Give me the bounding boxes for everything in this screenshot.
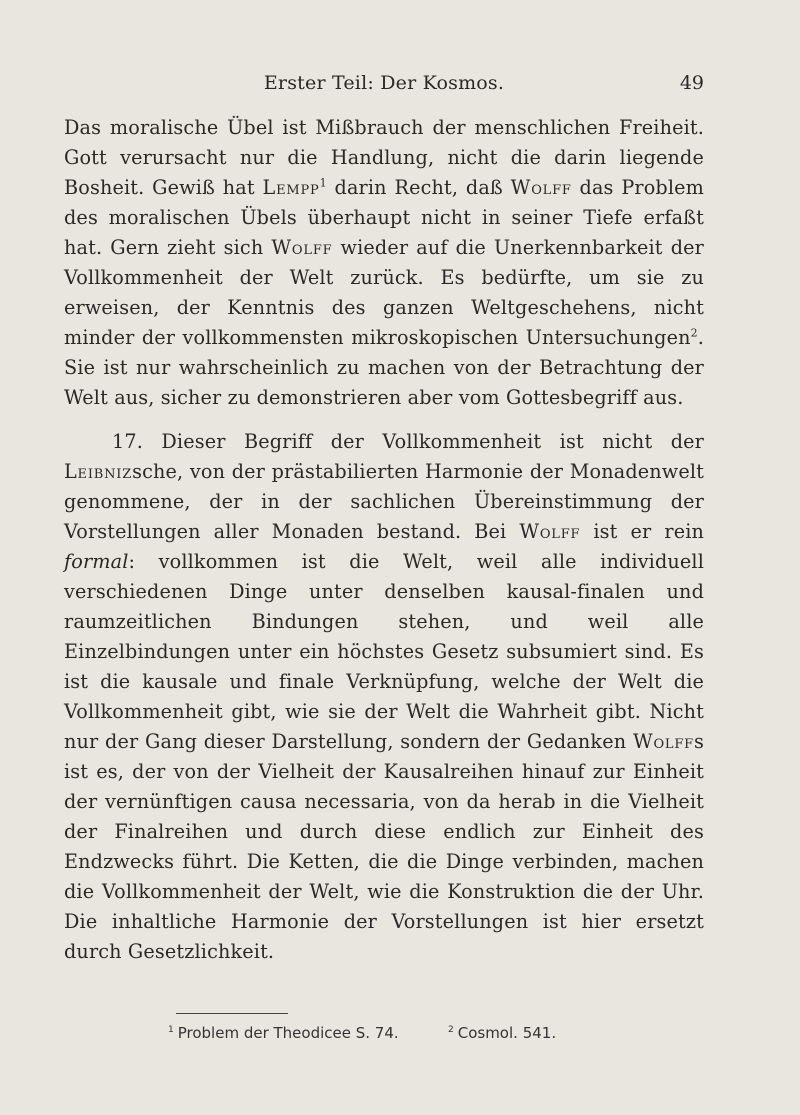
body-text — [64, 113, 704, 967]
emphasized-text: formal — [64, 550, 129, 573]
footnote — [448, 1024, 556, 1042]
text-run: sche, von der prästabilierten Harmonie der Monadenwelt genommene, der in der sachlichen Übereinstimmung der Vorstellungen aller Monaden bestand. Bei — [64, 460, 704, 543]
author-name: Leibniz — [64, 460, 133, 483]
text-run: ist er rein — [580, 520, 704, 543]
author-name: Wolff — [632, 730, 694, 753]
footnote-mark: 2 — [448, 1025, 454, 1035]
author-name: Wolff — [510, 176, 572, 199]
footnote-text: Problem der Theodicee S. 74. — [177, 1024, 399, 1042]
text-run: . Sie ist nur wahrscheinlich zu machen von der Betrachtung der Welt aus, sicher zu demonstrieren aber vom Gottesbegriff aus. — [64, 326, 704, 409]
text-run: wieder auf die Unerkennbarkeit der Vollkommenheit der Welt zurück. Es bedürfte, um sie zu erweisen, der Kenntnis des ganzen Weltgeschehens, nicht minder der vollkommensten mikroskopischen Untersuchungen — [64, 236, 704, 349]
paragraph — [64, 427, 704, 967]
footnote-text: Cosmol. 541. — [457, 1024, 557, 1042]
footnote-reference: 1 — [319, 176, 327, 190]
text-run: darin Recht, daß — [326, 176, 511, 199]
text-run: Das moralische Übel ist Mißbrauch der menschlichen Freiheit. Gott verursacht nur die Handlung, nicht die darin liegende Bosheit. Gewiß hat — [64, 116, 704, 199]
footnote-mark: 1 — [168, 1025, 174, 1035]
author-name: Wolff — [271, 236, 333, 259]
author-name: Wolff — [519, 520, 581, 543]
running-head — [64, 72, 704, 102]
text-run: das Problem des moralischen Übels überhaupt nicht in seiner Tiefe erfaßt hat. Gern zieht sich — [64, 176, 705, 259]
paragraph — [64, 113, 704, 413]
text-run: s ist es, der von der Vielheit der Kausalreihen hinauf zur Einheit der vernünftigen causa necessaria, von da herab in die Vielheit der Finalreihen und durch diese endlich zur Einheit des Endzwecks führt. Die Ketten, die die Dinge verbinden, machen die Vollkommenheit der Welt, wie die Konstruktion die der Uhr. Die inhaltliche Harmonie der Vorstellungen ist hier ersetzt durch Gesetzlichkeit. — [64, 730, 704, 963]
text-run: 17. Dieser Begriff der Vollkommenheit ist nicht der — [112, 430, 704, 453]
running-title: Erster Teil: Der Kosmos. — [263, 72, 505, 94]
footnote-divider — [176, 1013, 288, 1014]
footnotes — [64, 1024, 704, 1048]
page-number: 49 — [679, 72, 704, 94]
footnote-reference: 2 — [690, 326, 698, 340]
footnote — [168, 1024, 399, 1042]
text-run: : vollkommen ist die Welt, weil alle individuell verschiedenen Dinge unter denselben kausal-finalen und raumzeitlichen Bindungen stehen, und weil alle Einzelbindungen unter ein höchstes Gesetz subsumiert sind. Es ist die kausale und finale Verknüpfung, welche der Welt die Vollkommenheit gibt, wie sie der Welt die Wahrheit gibt. Nicht nur der Gang dieser Darstellung, sondern der Gedanken — [64, 550, 704, 753]
author-name: Lempp — [262, 176, 320, 199]
